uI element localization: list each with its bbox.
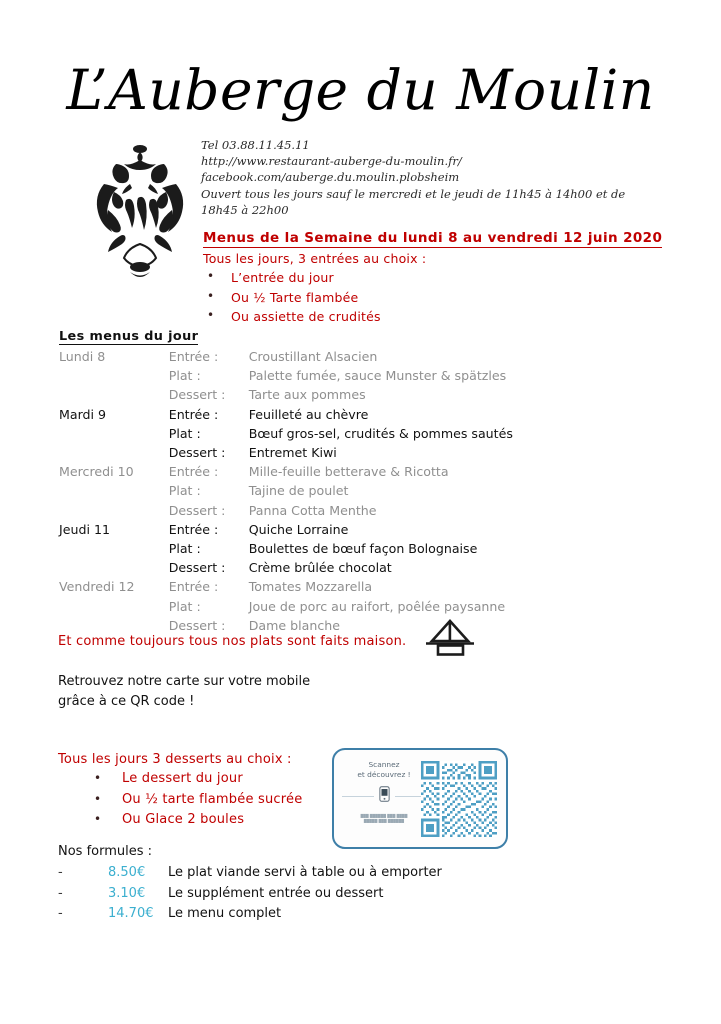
qr-fine-print: ███ ██████ ███ ████ █████ ███ ██████ (360, 814, 408, 823)
qr-tagline-line2: et découvrez ! (357, 770, 411, 779)
table-row (58, 863, 442, 884)
page-title: L’Auberge du Moulin (66, 58, 655, 122)
qr-code-icon[interactable] (421, 761, 497, 837)
dish-entree: Tomates Mozzarella (248, 579, 373, 595)
table-row (58, 904, 442, 925)
entrees-intro: Tous les jours, 3 entrées au choix : (203, 251, 427, 266)
floral-crest-emblem-icon (86, 140, 194, 280)
label-plat: Plat : (168, 598, 201, 614)
day-name: Vendredi 12 (59, 579, 135, 595)
dish-entree: Quiche Lorraine (248, 521, 349, 537)
day-name: Mercredi 10 (59, 464, 134, 480)
list-item: • L’entrée du jour (203, 268, 381, 288)
list-item: • Ou ½ Tarte flambée (203, 288, 381, 308)
daily-menus-heading: Les menus du jour (59, 329, 199, 344)
dash-marker: - (58, 906, 63, 921)
qr-card-left (342, 760, 426, 824)
label-plat: Plat : (168, 483, 201, 499)
dish-plat: Boulettes de bœuf façon Bolognaise (248, 541, 478, 557)
dish-entree: Croustillant Alsacien (248, 349, 378, 364)
table-row (59, 616, 659, 635)
label-entree: Entrée : (168, 464, 219, 480)
label-plat: Plat : (168, 368, 201, 384)
qr-tagline-line1: Scannez (368, 760, 400, 769)
house-icon (424, 617, 476, 657)
table-row (59, 424, 659, 443)
formules-heading: Nos formules : (58, 844, 153, 859)
dish-dessert: Dame blanche (248, 617, 341, 633)
label-entree: Entrée : (168, 521, 219, 537)
dish-plat: Joue de porc au raifort, poêlée paysanne (248, 598, 506, 614)
day-name: Mardi 9 (59, 406, 107, 422)
facebook-url[interactable]: facebook.com/auberge.du.moulin.plobsheim (201, 170, 460, 185)
divider-left (342, 796, 374, 797)
price-description: Le menu complet (168, 906, 282, 921)
label-entree: Entrée : (168, 579, 219, 595)
label-entree: Entrée : (168, 406, 219, 422)
label-entree: Entrée : (168, 349, 219, 364)
dish-dessert: Entremet Kiwi (248, 445, 337, 461)
day-spacer (59, 424, 169, 443)
day-spacer (59, 501, 169, 520)
price-description: Le supplément entrée ou dessert (168, 885, 384, 901)
qr-phone-row (342, 786, 426, 806)
price-value: 14.70€ (108, 906, 154, 921)
desserts-choice-list (58, 769, 302, 831)
table-row (59, 539, 659, 558)
price-value: 3.10€ (108, 885, 146, 901)
day-spacer (59, 616, 169, 635)
table-row (59, 481, 659, 500)
day-spacer (59, 443, 169, 462)
label-dessert: Dessert : (168, 560, 226, 576)
desserts-intro: Tous les jours 3 desserts au choix : (58, 752, 292, 767)
table-row (59, 520, 659, 539)
label-dessert: Dessert : (168, 617, 226, 633)
mobile-phone-icon (379, 786, 390, 806)
dish-plat: Bœuf gros-sel, crudités & pommes sautés (248, 425, 513, 441)
list-item: • Ou Glace 2 boules (58, 810, 302, 831)
day-name: Lundi 8 (59, 349, 106, 364)
contact-info (201, 137, 661, 218)
day-spacer (59, 481, 169, 500)
day-spacer (59, 597, 169, 616)
table-row (59, 347, 659, 366)
price-value: 8.50€ (108, 865, 146, 880)
dish-plat: Palette fumée, sauce Munster & spätzles (248, 368, 507, 384)
day-spacer (59, 366, 169, 385)
day-spacer (59, 385, 169, 404)
opening-hours: Ouvert tous les jours sauf le mercredi et le jeudi de 11h45 à 14h00 et de 18h45 à 22h00 (201, 186, 626, 217)
table-row (59, 462, 659, 481)
table-row (59, 597, 659, 616)
day-name: Jeudi 11 (59, 521, 110, 537)
dash-marker: - (58, 885, 63, 901)
qr-intro-line1: Retrouvez notre carte sur votre mobile (58, 674, 311, 689)
table-row (58, 884, 442, 905)
label-plat: Plat : (168, 425, 201, 441)
label-dessert: Dessert : (168, 387, 226, 403)
label-plat: Plat : (168, 541, 201, 557)
daily-menus-table (59, 347, 659, 635)
dish-dessert: Crème brûlée chocolat (248, 560, 392, 576)
label-dessert: Dessert : (168, 445, 226, 461)
list-item: • Le dessert du jour (58, 769, 302, 790)
table-row (59, 385, 659, 404)
week-heading: Menus de la Semaine du lundi 8 au vendredi 12 juin 2020 (203, 230, 663, 246)
dish-entree: Mille-feuille betterave & Ricotta (248, 464, 449, 480)
table-row (59, 405, 659, 424)
table-row (59, 558, 659, 577)
qr-intro-line2: grâce à ce QR code ! (58, 694, 195, 709)
day-spacer (59, 539, 169, 558)
dish-dessert: Tarte aux pommes (248, 387, 366, 403)
table-row (59, 577, 659, 596)
list-item: • Ou assiette de crudités (203, 307, 381, 327)
qr-code-card[interactable] (332, 748, 508, 849)
dish-dessert: Panna Cotta Menthe (248, 502, 377, 518)
list-item: • Ou ½ tarte flambée sucrée (58, 790, 302, 811)
phone-number: Tel 03.88.11.45.11 (201, 138, 310, 152)
table-row (59, 501, 659, 520)
day-spacer (59, 558, 169, 577)
qr-intro-text (58, 672, 310, 712)
table-row (59, 443, 659, 462)
label-dessert: Dessert : (168, 502, 226, 518)
dash-marker: - (58, 865, 63, 880)
price-description: Le plat viande servi à table ou à emporter (168, 865, 442, 880)
homemade-note: Et comme toujours tous nos plats sont faits maison. (58, 634, 407, 649)
formules-table (58, 863, 442, 925)
entrees-choice-list (203, 268, 381, 327)
dish-plat: Tajine de poulet (248, 483, 349, 499)
dish-entree: Feuilleté au chèvre (248, 406, 369, 422)
website-url[interactable]: http://www.restaurant-auberge-du-moulin.fr/ (201, 154, 462, 169)
table-row (59, 366, 659, 385)
